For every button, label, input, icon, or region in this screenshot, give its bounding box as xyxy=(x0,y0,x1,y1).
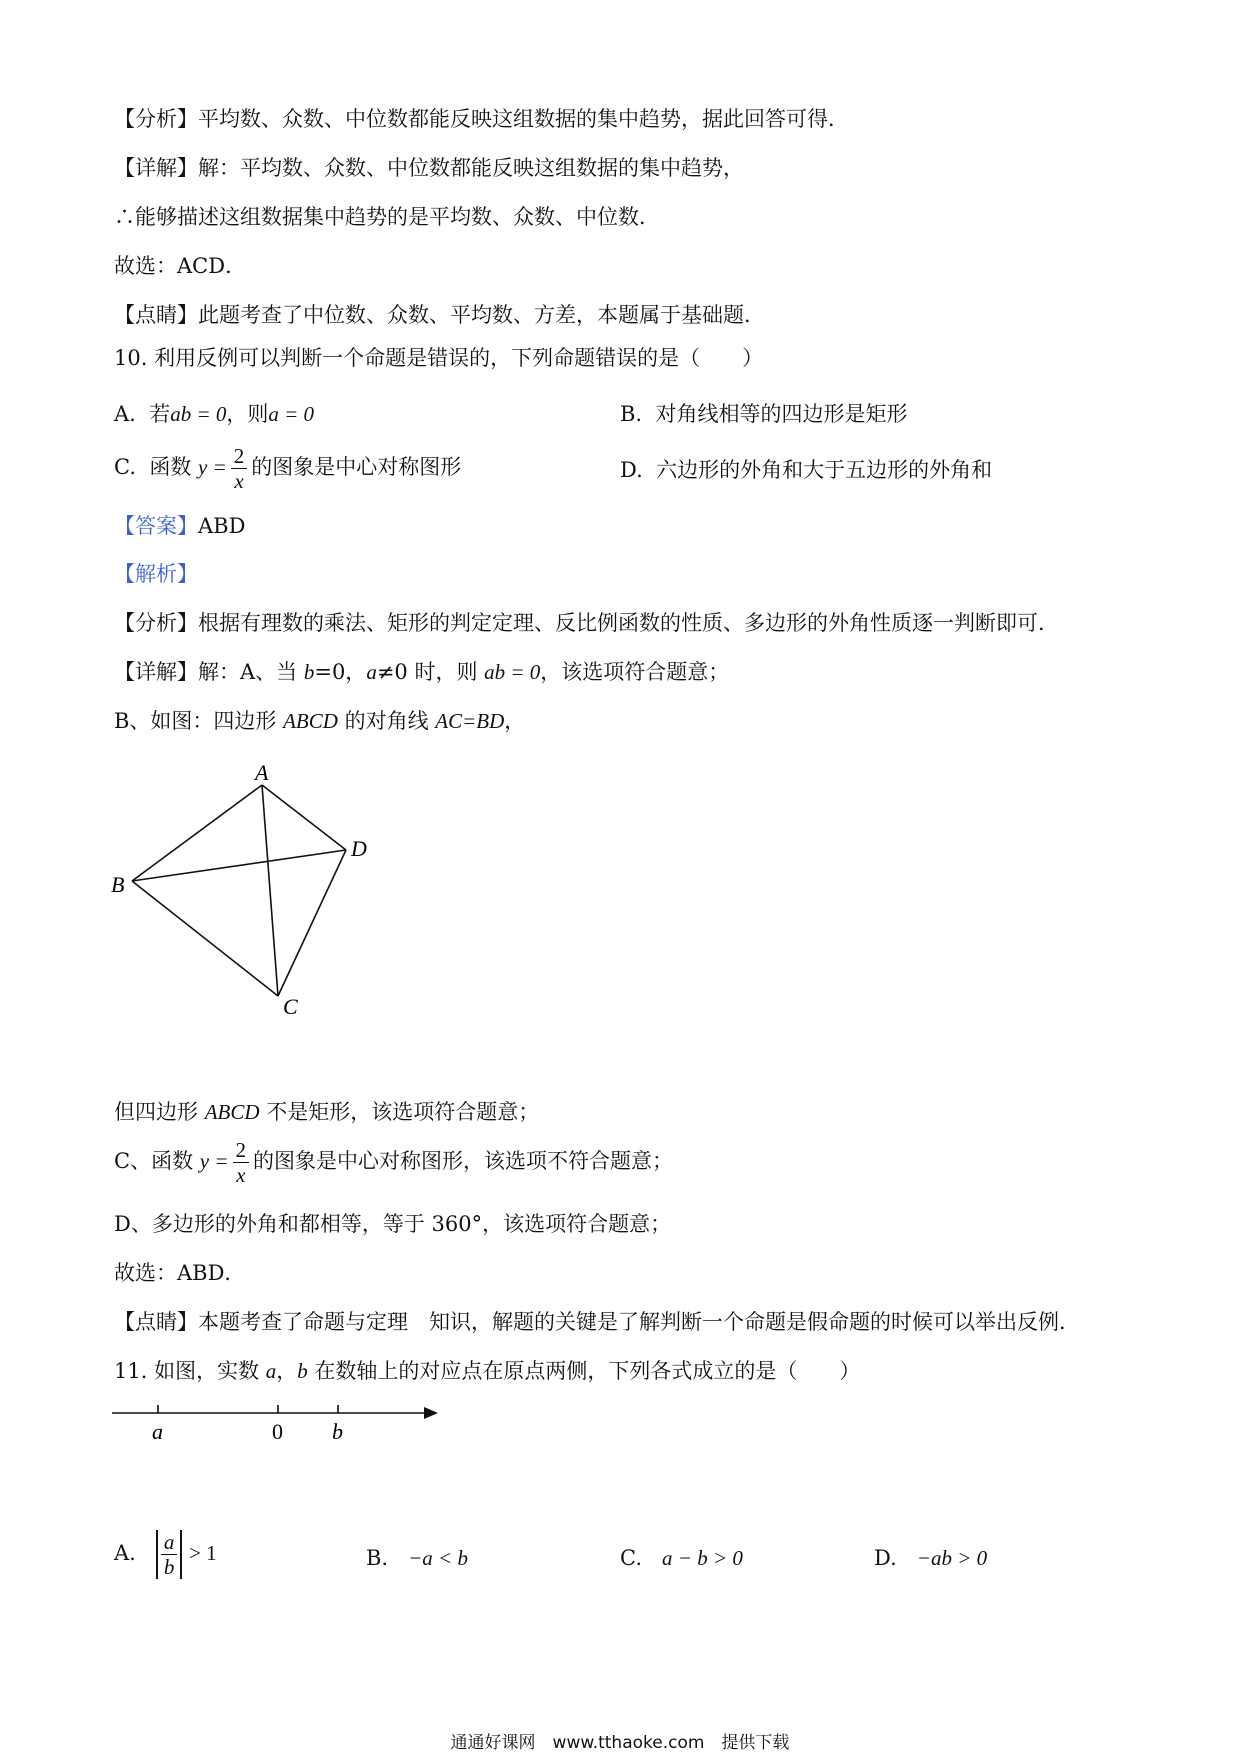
fraction xyxy=(231,444,248,493)
q10-option-d xyxy=(620,455,992,485)
q10-stem: 10. 利用反例可以判断一个命题是错误的，下列命题错误的是（ ） xyxy=(114,346,764,370)
option-text: 若 xyxy=(149,402,171,426)
option-text: 的图象是中心对称图形 xyxy=(251,455,462,479)
math-expr: AC=BD xyxy=(435,709,505,733)
detail-tag: 【详解】 xyxy=(114,660,198,684)
q10-option-b xyxy=(620,399,907,429)
q10-option-a xyxy=(114,399,314,429)
stem-text: 在数轴上的对应点在原点两侧，下列各式成立的是（ ） xyxy=(307,1359,861,1383)
q10-d-line: D、多边形的外角和都相等，等于 360°，该选项符合题意； xyxy=(114,1212,672,1236)
page-footer: 通通好课网 www.tthaoke.com 提供下载 xyxy=(450,1733,790,1753)
q10-b-line2 xyxy=(114,1097,539,1127)
edge-ad xyxy=(262,785,346,850)
diagonal-ac xyxy=(262,785,278,996)
number-line xyxy=(108,1395,448,1455)
detail-text: B、如图：四边形 xyxy=(114,709,284,733)
detail-text: ≠0 时，则 xyxy=(376,660,485,684)
math-expr: ab = 0 xyxy=(484,660,541,684)
option-text: ，则 xyxy=(226,402,269,426)
explain-tag: 【解析】 xyxy=(114,562,198,586)
q9-choice: 故选：ACD． xyxy=(114,254,247,278)
analysis-text: 根据有理数的乘法、矩形的判定定理、反比例函数的性质、多边形的外角性质逐一判断即可． xyxy=(198,611,1059,635)
detail-text: 解：A、当 xyxy=(198,660,304,684)
vertex-label-c: C xyxy=(283,994,298,1019)
analysis-tag: 【分析】 xyxy=(114,611,198,635)
q9-comment xyxy=(114,300,765,330)
option-text: 六边形的外角和大于五边形的外角和 xyxy=(656,458,993,482)
comment-tag: 【点睛】 xyxy=(114,1310,198,1334)
q9-detail xyxy=(114,153,744,183)
math-expr: > 1 xyxy=(189,1541,217,1565)
q9-analysis xyxy=(114,104,849,134)
fraction-numerator: 2 xyxy=(233,1138,250,1163)
tick-label-b: b xyxy=(332,1419,343,1444)
detail-text: 但四边形 xyxy=(114,1100,205,1124)
q11-option-d xyxy=(874,1543,987,1573)
math-expr: a = 0 xyxy=(268,402,315,426)
q10-analysis xyxy=(114,608,1059,638)
q9-therefore: ∴能够描述这组数据集中趋势的是平均数、众数、中位数． xyxy=(114,205,660,229)
detail-text: 解：平均数、众数、中位数都能反映这组数据的集中趋势， xyxy=(198,156,744,180)
number-line-arrow xyxy=(424,1407,438,1419)
math-expr: a xyxy=(265,1359,277,1383)
math-expr: b xyxy=(297,1359,308,1383)
option-text: 对角线相等的四边形是矩形 xyxy=(655,402,908,426)
tick-label-zero: 0 xyxy=(272,1419,283,1444)
edge-dc xyxy=(278,850,346,996)
q10-explain xyxy=(114,559,198,589)
math-expr: a xyxy=(366,660,377,684)
detail-text: C、函数 xyxy=(114,1149,194,1173)
math-expr: ABCD xyxy=(283,709,338,733)
detail-text: 的图象是中心对称图形，该选项不符合题意； xyxy=(253,1149,674,1173)
edge-bc xyxy=(132,881,278,996)
q11-option-c xyxy=(620,1543,743,1573)
option-label: D. xyxy=(874,1546,897,1570)
stem-text: 11. 如图，实数 xyxy=(114,1359,266,1383)
comment-text: 此题考查了中位数、众数、平均数、方差，本题属于基础题． xyxy=(198,303,765,327)
answer-tag: 【答案】 xyxy=(114,514,198,538)
fraction-denominator: x xyxy=(234,469,244,493)
fraction-numerator: 2 xyxy=(231,444,248,469)
comment-tag: 【点睛】 xyxy=(114,303,198,327)
detail-text: =0， xyxy=(314,660,367,684)
option-label: A. xyxy=(114,1541,136,1565)
option-label: B. xyxy=(620,402,643,426)
vertex-label-a: A xyxy=(255,760,269,785)
detail-tag: 【详解】 xyxy=(114,156,198,180)
fraction-denominator: x xyxy=(236,1163,246,1187)
q10-comment xyxy=(114,1307,1080,1337)
option-label: C. xyxy=(114,455,136,479)
option-label: D. xyxy=(620,458,643,482)
math-expr: ab = 0 xyxy=(170,402,227,426)
fraction-denominator: b xyxy=(163,1555,175,1579)
absolute-value xyxy=(156,1530,183,1579)
math-expr: a − b > 0 xyxy=(662,1546,743,1570)
quadrilateral-figure xyxy=(100,750,400,1030)
option-label: B. xyxy=(366,1546,389,1570)
option-label: A. xyxy=(114,402,136,426)
detail-text: ，该选项符合题意； xyxy=(540,660,730,684)
option-text: 函数 xyxy=(149,455,192,479)
tick-label-a: a xyxy=(152,1419,163,1444)
answer-text: ABD xyxy=(198,514,246,538)
analysis-tag: 【分析】 xyxy=(114,107,198,131)
diagonal-bd xyxy=(132,850,346,881)
q10-b-line1 xyxy=(114,706,525,736)
analysis-text: 平均数、众数、中位数都能反映这组数据的集中趋势，据此回答可得． xyxy=(198,107,849,131)
q10-answer xyxy=(114,511,245,541)
option-label: C. xyxy=(620,1546,642,1570)
q11-option-a xyxy=(114,1530,217,1579)
edge-ab xyxy=(132,785,262,881)
fraction xyxy=(233,1138,250,1187)
math-expr: −ab > 0 xyxy=(916,1546,988,1570)
comment-text: 本题考查了命题与定理 知识，解题的关键是了解判断一个命题是假命题的时候可以举出反例． xyxy=(198,1310,1080,1334)
q10-choice: 故选：ABD． xyxy=(114,1261,246,1285)
detail-text: ， xyxy=(504,709,526,733)
q10-c-line xyxy=(114,1138,673,1187)
detail-text: 不是矩形，该选项符合题意； xyxy=(259,1100,540,1124)
q11-option-b xyxy=(366,1543,468,1573)
fraction-numerator: a xyxy=(161,1530,178,1555)
detail-text: 的对角线 xyxy=(337,709,436,733)
math-expr: y = xyxy=(198,455,227,479)
math-expr: ABCD xyxy=(204,1100,260,1124)
math-expr: −a < b xyxy=(408,1546,468,1570)
math-expr: b xyxy=(303,660,315,684)
fraction xyxy=(161,1530,178,1579)
q10-option-c xyxy=(114,444,461,493)
q11-stem xyxy=(114,1356,860,1386)
q10-detail xyxy=(114,657,729,687)
vertex-label-b: B xyxy=(111,872,125,897)
stem-text: ， xyxy=(276,1359,298,1383)
math-expr: y = xyxy=(199,1149,229,1173)
vertex-label-d: D xyxy=(351,836,367,861)
